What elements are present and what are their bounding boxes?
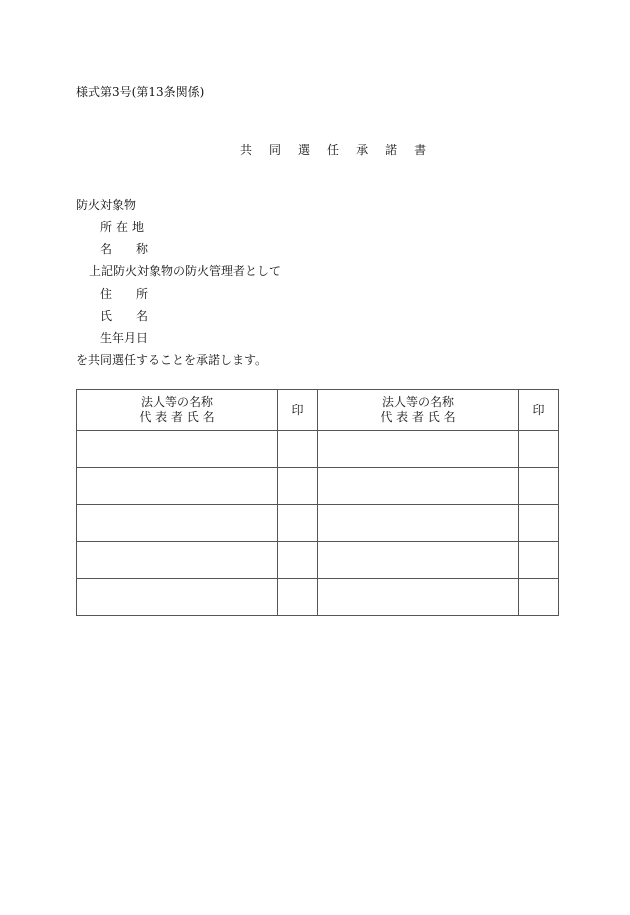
statement: 上記防火対象物の防火管理者として (89, 264, 282, 278)
seal-cell[interactable] (519, 542, 559, 579)
signature-table (76, 389, 559, 616)
name-cell[interactable] (318, 468, 519, 505)
label-char: 所 (136, 287, 149, 301)
form-label: 様式第3号(第13条関係) (76, 85, 205, 99)
name-cell[interactable] (77, 579, 278, 616)
label-char: 住 (100, 287, 113, 301)
header-seal: 印 (519, 390, 559, 431)
seal-cell[interactable] (278, 579, 318, 616)
name-cell[interactable] (77, 468, 278, 505)
title-char: 諾 (385, 143, 398, 157)
title-char: 共 (240, 143, 253, 157)
seal-cell[interactable] (519, 579, 559, 616)
header-line: 代 表 者 氏 名 (139, 410, 215, 424)
title-char: 承 (356, 143, 369, 157)
header-corp-name (77, 390, 278, 431)
label-char: 所 (100, 220, 113, 234)
title-char: 書 (414, 143, 427, 157)
name-cell[interactable] (318, 431, 519, 468)
seal-cell[interactable] (278, 468, 318, 505)
address-label (100, 287, 148, 301)
table-row (77, 431, 559, 468)
name-cell[interactable] (318, 505, 519, 542)
label-char: 名 (136, 309, 149, 323)
label-char: 氏 (100, 309, 113, 323)
label-char: 地 (132, 220, 145, 234)
location-label (100, 220, 144, 234)
seal-cell[interactable] (519, 505, 559, 542)
header-line: 法人等の名称 (381, 395, 454, 409)
header-seal: 印 (278, 390, 318, 431)
closing-statement: を共同選任することを承諾します。 (76, 353, 268, 367)
label-char: 在 (116, 220, 129, 234)
seal-cell[interactable] (278, 542, 318, 579)
label-char: 称 (136, 242, 149, 256)
name-cell[interactable] (77, 431, 278, 468)
fire-target-heading: 防火対象物 (76, 198, 137, 212)
seal-cell[interactable] (278, 431, 318, 468)
table-header-row (77, 390, 559, 431)
seal-cell[interactable] (519, 468, 559, 505)
birthdate-label: 生年月日 (100, 331, 149, 345)
name-cell[interactable] (77, 542, 278, 579)
name-label (100, 242, 148, 256)
header-line: 法人等の名称 (140, 395, 213, 409)
seal-cell[interactable] (519, 431, 559, 468)
table-row (77, 505, 559, 542)
header-corp-name (318, 390, 519, 431)
table-row (77, 579, 559, 616)
person-name-label (100, 309, 148, 323)
seal-cell[interactable] (278, 505, 318, 542)
header-line: 代 表 者 氏 名 (380, 410, 456, 424)
table-row (77, 468, 559, 505)
name-cell[interactable] (77, 505, 278, 542)
title-char: 任 (327, 143, 340, 157)
title-char: 選 (298, 143, 311, 157)
label-char: 名 (100, 242, 113, 256)
document-title (240, 143, 426, 157)
title-char: 同 (269, 143, 282, 157)
name-cell[interactable] (318, 542, 519, 579)
name-cell[interactable] (318, 579, 519, 616)
table-row (77, 542, 559, 579)
